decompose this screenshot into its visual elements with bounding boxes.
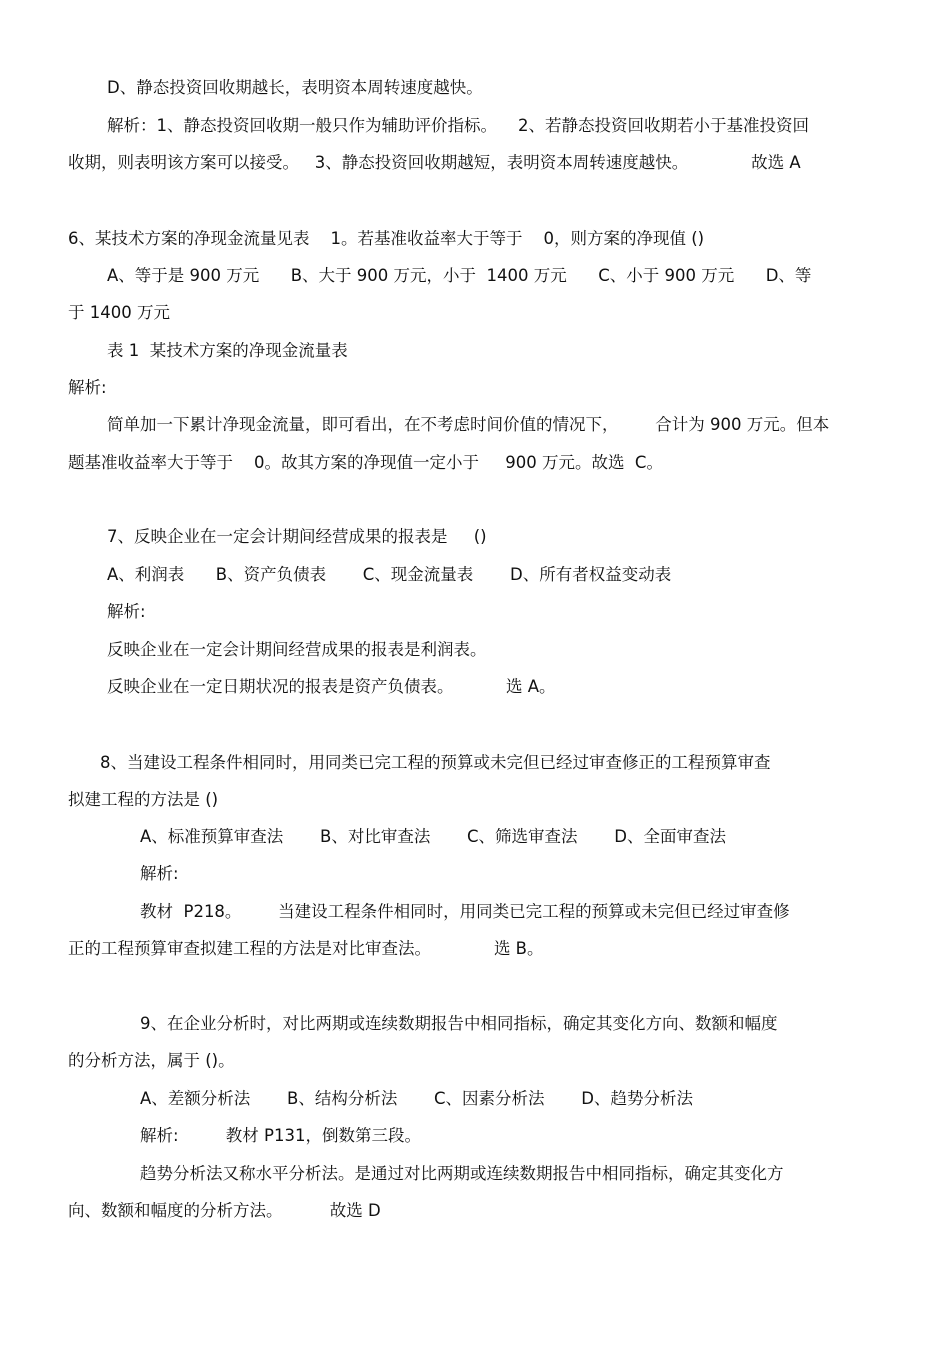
q5-analysis-line1: 解析：1、静态投资回收期一般只作为辅助评价指标。 2、若静态投资回收期若小于基准投资回 xyxy=(107,116,809,135)
q6-analysis-line2: 题基准收益率大于等于 0。故其方案的净现值一定小于 900 万元。故选 C。 xyxy=(68,453,663,472)
q8-analysis-label: 解析: xyxy=(140,864,179,883)
q9-analysis-line2: 向、数额和幅度的分析方法。 故选 D xyxy=(68,1201,381,1220)
q5-analysis-line2: 收期，则表明该方案可以接受。 3、静态投资回收期越短，表明资本周转速度越快。 故选 A xyxy=(68,153,801,172)
q8-options: A、标准预算审查法 B、对比审查法 C、筛选审查法 D、全面审查法 xyxy=(140,827,726,846)
q7-analysis-line2: 反映企业在一定日期状况的报表是资产负债表。 选 A。 xyxy=(107,677,556,696)
q7-analysis-label: 解析: xyxy=(107,602,146,621)
q9-options: A、差额分析法 B、结构分析法 C、因素分析法 D、趋势分析法 xyxy=(140,1089,693,1108)
q8-question-line1: 8、当建设工程条件相同时，用同类已完工程的预算或未完但已经过审查修正的工程预算审查 xyxy=(100,753,771,772)
q7-options: A、利润表 B、资产负债表 C、现金流量表 D、所有者权益变动表 xyxy=(107,565,672,584)
q6-question: 6、某技术方案的净现金流量见表 1。若基准收益率大于等于 0，则方案的净现值 () xyxy=(68,229,705,248)
q6-table-caption: 表 1 某技术方案的净现金流量表 xyxy=(107,341,348,360)
q9-analysis-line1: 趋势分析法又称水平分析法。是通过对比两期或连续数期报告中相同指标，确定其变化方 xyxy=(140,1164,784,1183)
q9-analysis-label: 解析: 教材 P131，倒数第三段。 xyxy=(140,1126,421,1145)
q6-analysis-label: 解析: xyxy=(68,378,107,397)
q7-question: 7、反映企业在一定会计期间经营成果的报表是 () xyxy=(107,527,487,546)
q8-analysis-line2: 正的工程预算审查拟建工程的方法是对比审查法。 选 B。 xyxy=(68,939,544,958)
q8-question-line2: 拟建工程的方法是 () xyxy=(68,790,219,809)
q8-analysis-line1: 教材 P218。 当建设工程条件相同时，用同类已完工程的预算或未完但已经过审查修 xyxy=(140,902,790,921)
q5-option-d: D、静态投资回收期越长，表明资本周转速度越快。 xyxy=(107,78,483,97)
q9-question-line1: 9、在企业分析时，对比两期或连续数期报告中相同指标，确定其变化方向、数额和幅度 xyxy=(140,1014,778,1033)
q6-options-line2: 于 1400 万元 xyxy=(68,303,170,322)
q9-question-line2: 的分析方法，属于 ()。 xyxy=(68,1051,235,1070)
q7-analysis-line1: 反映企业在一定会计期间经营成果的报表是利润表。 xyxy=(107,640,487,659)
q6-options-line1: A、等于是 900 万元 B、大于 900 万元，小于 1400 万元 C、小于 900 万元 D、等 xyxy=(107,266,812,285)
q6-analysis-line1: 简单加一下累计净现金流量，即可看出，在不考虑时间价值的情况下， 合计为 900 万元。但本 xyxy=(107,415,830,434)
